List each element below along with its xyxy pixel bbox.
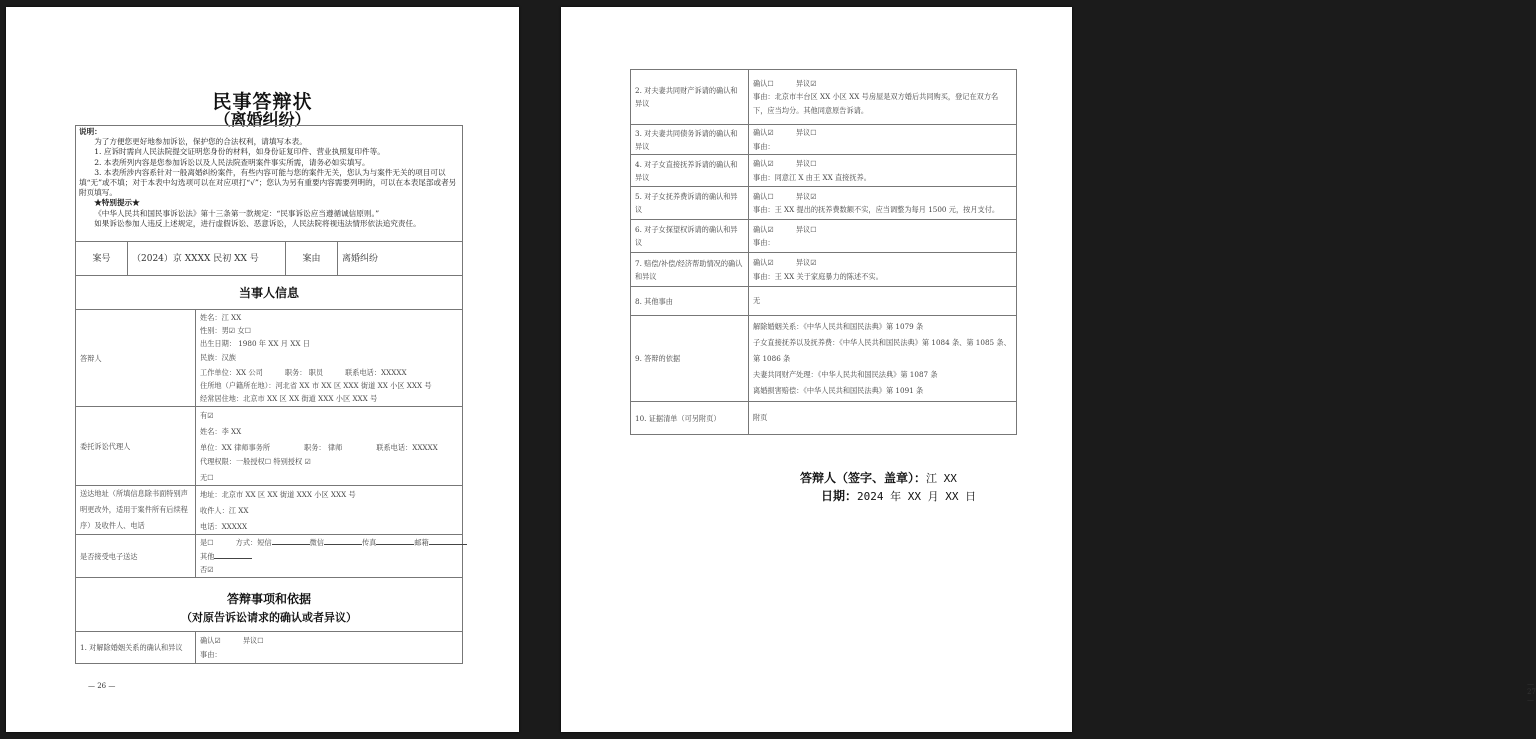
item-10-value[interactable]: 附页 <box>749 402 1017 435</box>
item-6-label: 6. 对子女探望权诉请的确认和异议 <box>631 220 749 253</box>
agent-unit: 单位：XX 律师事务所 <box>200 443 271 453</box>
signature-line <box>800 469 957 486</box>
date-label: 日期： <box>821 489 858 503</box>
item-1-reason[interactable]: 事由： <box>200 649 222 659</box>
special-notice-line: 《中华人民共和国民事诉讼法》第十三条第一款规定：“民事诉讼应当遵循诚信原则。” <box>94 208 380 218</box>
signature-value: 江 XX <box>926 472 957 485</box>
agent-name: 姓名：李 XX <box>200 427 242 437</box>
document-title: 民事答辩状 <box>212 91 313 113</box>
item-2-object-checkbox[interactable]: 异议☑ <box>795 79 817 89</box>
date-value: 2024 年 XX 月 XX 日 <box>857 490 977 503</box>
agent-position: 职务： 律师 <box>304 443 343 453</box>
instructions-box <box>76 126 463 242</box>
item-2-label: 2. 对夫妻共同财产诉请的确认和异议 <box>631 70 749 125</box>
item-3-response <box>749 125 1017 155</box>
agent-details <box>196 407 463 486</box>
respondent-phone: 联系电话：XXXXX <box>345 367 407 377</box>
item-1-label: 1. 对解除婚姻关系的确认和异议 <box>76 632 196 664</box>
e-service-fax: 传真 <box>361 538 377 548</box>
item-7-label: 7. 赔偿/补偿/经济帮助情况的确认和异议 <box>631 253 749 287</box>
item-4-confirm-checkbox[interactable]: 确认☑ <box>753 159 774 169</box>
date-line <box>821 487 976 504</box>
defense-subheading: （对原告诉讼请求的确认或者异议） <box>76 605 463 632</box>
item-2-reason[interactable]: 事由：北京市丰台区 XX 小区 XX 号房屋是双方婚后共同购买，登记在双方名下，应当均分。其他同意原告诉请。 <box>753 92 999 115</box>
sms-blank[interactable] <box>272 536 310 545</box>
instructions-heading: 说明： <box>79 127 102 136</box>
e-service-wechat: 微信 <box>309 538 324 548</box>
agent-has-checkbox[interactable]: 有☑ <box>200 410 214 420</box>
item-8-label: 8. 其他事由 <box>631 287 749 316</box>
item-3-object-checkbox[interactable]: 异议☐ <box>795 128 817 138</box>
service-address-label: 送达地址（所填信息除书面特别声明更改外，适用于案件所有后续程序）及收件人、电话 <box>76 486 196 535</box>
wechat-blank[interactable] <box>324 536 362 545</box>
respondent-gender: 性别：男☑ 女☐ <box>200 326 252 336</box>
item-4-label: 4. 对子女直接抚养诉请的确认和异议 <box>631 155 749 187</box>
item-5-response <box>749 187 1017 220</box>
agent-none-checkbox[interactable]: 无☐ <box>200 472 214 482</box>
item-3-confirm-checkbox[interactable]: 确认☑ <box>753 128 774 138</box>
signature-label: 答辩人（签字、盖章）： <box>800 471 927 485</box>
e-service-options <box>196 535 463 578</box>
item-2-response <box>749 70 1017 125</box>
case-cause-value: 离婚纠纷 <box>338 242 463 276</box>
basis-line: 夫妻共同财产处理：《中华人民共和国民法典》第 1087 条 <box>753 369 938 379</box>
case-cause-label: 案由 <box>286 242 338 276</box>
item-5-confirm-checkbox[interactable]: 确认☐ <box>753 191 774 201</box>
item-6-object-checkbox[interactable]: 异议☐ <box>795 224 817 234</box>
e-service-no-checkbox[interactable]: 否☑ <box>200 564 214 574</box>
defense-items-table <box>630 69 1017 435</box>
item-5-reason[interactable]: 事由：王 XX 提出的抚养费数额不实，应当调整为每月 1500 元，按月支付。 <box>753 205 1000 214</box>
page-number: — 27 — <box>1527 680 1536 704</box>
item-7-confirm-checkbox[interactable]: 确认☑ <box>753 258 774 268</box>
service-address: 地址：北京市 XX 区 XX 街道 XXX 小区 XXX 号 <box>200 489 356 499</box>
document-page-27 <box>561 7 1536 732</box>
respondent-label: 答辩人 <box>76 310 196 407</box>
item-1-confirm-checkbox[interactable]: 确认☑ <box>200 636 221 646</box>
agent-phone: 联系电话：XXXXX <box>376 443 438 453</box>
item-1-object-checkbox[interactable]: 异议☐ <box>242 636 264 646</box>
respondent-position: 职务： 职员 <box>284 367 324 377</box>
item-5-label: 5. 对子女抚养费诉请的确认和异议 <box>631 187 749 220</box>
respondent-residence: 经常居住地：北京市 XX 区 XX 街道 XXX 小区 XXX 号 <box>200 394 378 404</box>
defense-heading: 答辩事项和依据 <box>76 578 463 605</box>
email-blank[interactable] <box>429 536 467 545</box>
basis-line: 子女直接抚养以及抚养费：《中华人民共和国民法典》第 1084 条、第 1085 条、 <box>753 337 1011 347</box>
item-7-response <box>749 253 1017 287</box>
document-page-26 <box>6 7 519 732</box>
defense-form-table <box>75 125 463 664</box>
respondent-ethnicity: 民族：汉族 <box>200 352 236 362</box>
e-service-sms: 方式：短信 <box>235 538 272 548</box>
item-5-object-checkbox[interactable]: 异议☑ <box>795 191 817 201</box>
item-2-confirm-checkbox[interactable]: 确认☐ <box>753 79 774 89</box>
item-4-response <box>749 155 1017 187</box>
respondent-domicile: 住所地（户籍所在地）：河北省 XX 市 XX 区 XXX 街道 XX 小区 XXX 号 <box>200 381 432 391</box>
item-7-reason[interactable]: 事由：王 XX 关于家庭暴力的陈述不实。 <box>753 271 883 281</box>
basis-line: 第 1086 条 <box>753 353 791 363</box>
agent-authority[interactable]: 代理权限：一般授权☐ 特别授权 ☑ <box>200 456 311 466</box>
item-8-value[interactable]: 无 <box>749 287 1017 316</box>
basis-line: 解除婚姻关系：《中华人民共和国民法典》第 1079 条 <box>753 321 924 331</box>
service-address-details <box>196 486 463 535</box>
document-subtitle: （离婚纠纷） <box>214 110 311 129</box>
respondent-details <box>196 310 463 407</box>
item-4-object-checkbox[interactable]: 异议☐ <box>795 159 817 169</box>
other-blank[interactable] <box>214 550 252 559</box>
agent-label: 委托诉讼代理人 <box>76 407 196 486</box>
item-9-basis <box>749 316 1017 402</box>
item-6-reason[interactable]: 事由： <box>753 238 775 247</box>
fax-blank[interactable] <box>376 536 414 545</box>
case-number-label: 案号 <box>76 242 128 276</box>
e-service-email: 邮箱 <box>414 538 429 548</box>
item-4-reason[interactable]: 事由：同意江 X 由王 XX 直接抚养。 <box>753 172 871 182</box>
party-info-heading: 当事人信息 <box>76 276 463 310</box>
e-service-other: 其他 <box>200 551 215 561</box>
special-notice-heading: ★特别提示★ <box>94 198 140 208</box>
item-3-reason[interactable]: 事由： <box>753 141 775 151</box>
item-6-response <box>749 220 1017 253</box>
instruction-line: 2. 本表所列内容是您参加诉讼以及人民法院查明案件事实所需，请务必如实填写。 <box>94 157 370 167</box>
e-service-yes-checkbox[interactable]: 是☐ <box>200 538 214 548</box>
service-phone: 电话：XXXXX <box>200 522 248 532</box>
page-number: — 26 — <box>88 682 116 690</box>
item-3-label: 3. 对夫妻共同债务诉请的确认和异议 <box>631 125 749 155</box>
respondent-name: 姓名：江 XX <box>200 313 242 322</box>
item-6-confirm-checkbox[interactable]: 确认☑ <box>753 224 774 234</box>
special-notice-line: 如果诉讼参加人违反上述规定，进行虚假诉讼、恶意诉讼，人民法院将视违法情形依法追究责任。 <box>94 218 421 228</box>
respondent-birth-date: 出生日期： 1980 年 XX 月 XX 日 <box>200 339 310 349</box>
basis-line: 离婚损害赔偿：《中华人民共和国民法典》第 1091 条 <box>753 385 924 395</box>
item-7-object-checkbox[interactable]: 异议☑ <box>795 258 817 268</box>
instruction-line: 为了方便您更好地参加诉讼，保护您的合法权利，请填写本表。 <box>94 137 307 147</box>
case-number-value: （2024）京 XXXX 民初 XX 号 <box>128 242 286 276</box>
respondent-employer: 工作单位：XX 公司 <box>200 367 263 377</box>
e-service-label: 是否接受电子送达 <box>76 535 196 578</box>
service-recipient: 收件人：江 XX <box>200 505 249 515</box>
item-10-label: 10. 证据清单（可另附页） <box>631 402 749 435</box>
instruction-line: 3. 本表所涉内容系针对一般离婚纠纷案件，有些内容可能与您的案件无关，您认为与案件无关的项目可以填“无”或不填；对于本表中勾选项可以在对应项打“√”；您认为另有重要内容需要列明的，可以在本表尾部或者另附页填写。 <box>79 167 457 198</box>
item-9-label: 9. 答辩的依据 <box>631 316 749 402</box>
item-1-response <box>196 632 463 664</box>
instruction-line: 1. 应诉时需向人民法院提交证明您身份的材料，如身份证复印件、营业执照复印件等。 <box>94 147 385 157</box>
